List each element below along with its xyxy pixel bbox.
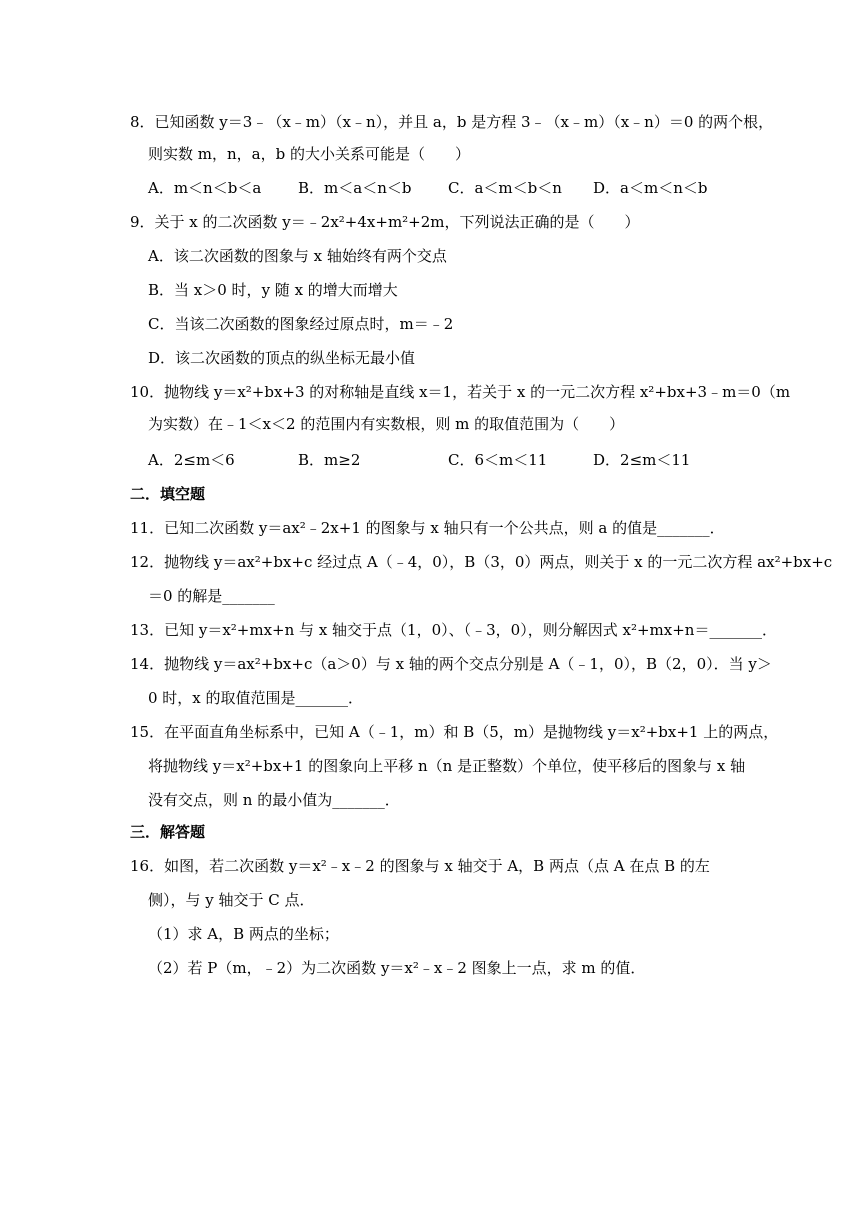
question-8-line-2: 则实数 m，n，a，b 的大小关系可能是（ ） [148,145,470,163]
section-heading-fill-in: 二．填空题 [130,485,206,503]
question-8-option-d: D．a＜m＜n＜b [593,179,708,197]
question-9-option-d: D．该二次函数的顶点的纵坐标无最小值 [148,349,416,367]
question-8-line-1: 8．已知函数 y＝3﹣（x﹣m）（x﹣n），并且 a，b 是方程 3﹣（x﹣m）（x﹣n）＝0 的两个根， [130,113,774,131]
question-10-option-b: B．m≥2 [298,451,361,469]
question-15-line-1: 15．在平面直角坐标系中，已知 A（﹣1，m）和 B（5，m）是抛物线 y＝x²+bx+1 上的两点， [130,723,779,741]
question-10-options [148,450,748,470]
question-12-line-2: ＝0 的解是_______ [148,587,275,605]
question-10-option-c: C．6＜m＜11 [448,451,548,469]
question-12-line-1: 12．抛物线 y＝ax²+bx+c 经过点 A（﹣4，0），B（3，0）两点，则关于 x 的一元二次方程 ax²+bx+c [130,553,833,571]
question-9-option-a: A．该二次函数的图象与 x 轴始终有两个交点 [148,247,447,265]
question-8-option-a: A．m＜n＜b＜a [148,179,262,197]
question-11: 11．已知二次函数 y＝ax²﹣2x+1 的图象与 x 轴只有一个公共点，则 a 的值是_______． [130,519,725,537]
question-15-line-2: 将抛物线 y＝x²+bx+1 的图象向上平移 n（n 是正整数）个单位，使平移后的图象与 x 轴 [148,757,746,775]
question-9-option-c: C．当该二次函数的图象经过原点时，m＝﹣2 [148,315,454,333]
question-9-line-1: 9．关于 x 的二次函数 y＝﹣2x²+4x+m²+2m，下列说法正确的是（ ） [130,213,640,231]
question-14-line-2: 0 时，x 的取值范围是_______． [148,689,364,707]
question-8-options [148,178,748,198]
question-10-option-a: A．2≤m＜6 [148,451,235,469]
question-8-option-c: C．a＜m＜b＜n [448,179,562,197]
question-13: 13．已知 y＝x²+mx+n 与 x 轴交于点（1，0）、（﹣3，0），则分解因式 x²+mx+n＝_______． [130,621,777,639]
question-16-part-1: （1）求 A，B 两点的坐标； [148,925,339,943]
question-10-line-1: 10．抛物线 y＝x²+bx+3 的对称轴是直线 x＝1，若关于 x 的一元二次方程 x²+bx+3﹣m＝0（m [130,383,791,401]
question-10-line-2: 为实数）在﹣1＜x＜2 的范围内有实数根，则 m 的取值范围为（ ） [148,415,625,433]
question-9-option-b: B．当 x＞0 时，y 随 x 的增大而增大 [148,281,398,299]
question-10-option-d: D．2≤m＜11 [593,451,691,469]
question-8-option-b: B．m＜a＜n＜b [298,179,412,197]
question-14-line-1: 14．抛物线 y＝ax²+bx+c（a＞0）与 x 轴的两个交点分别是 A（﹣1，0），B（2，0）．当 y＞ [130,655,772,673]
question-16-line-2: 侧），与 y 轴交于 C 点． [148,891,315,909]
question-16-part-2: （2）若 P（m，﹣2）为二次函数 y＝x²﹣x﹣2 图象上一点，求 m 的值． [148,959,646,977]
question-15-line-3: 没有交点，则 n 的最小值为_______． [148,791,400,809]
question-16-line-1: 16．如图，若二次函数 y＝x²﹣x﹣2 的图象与 x 轴交于 A，B 两点（点 A 在点 B 的左 [130,857,710,875]
section-heading-solutions: 三．解答题 [130,823,206,841]
